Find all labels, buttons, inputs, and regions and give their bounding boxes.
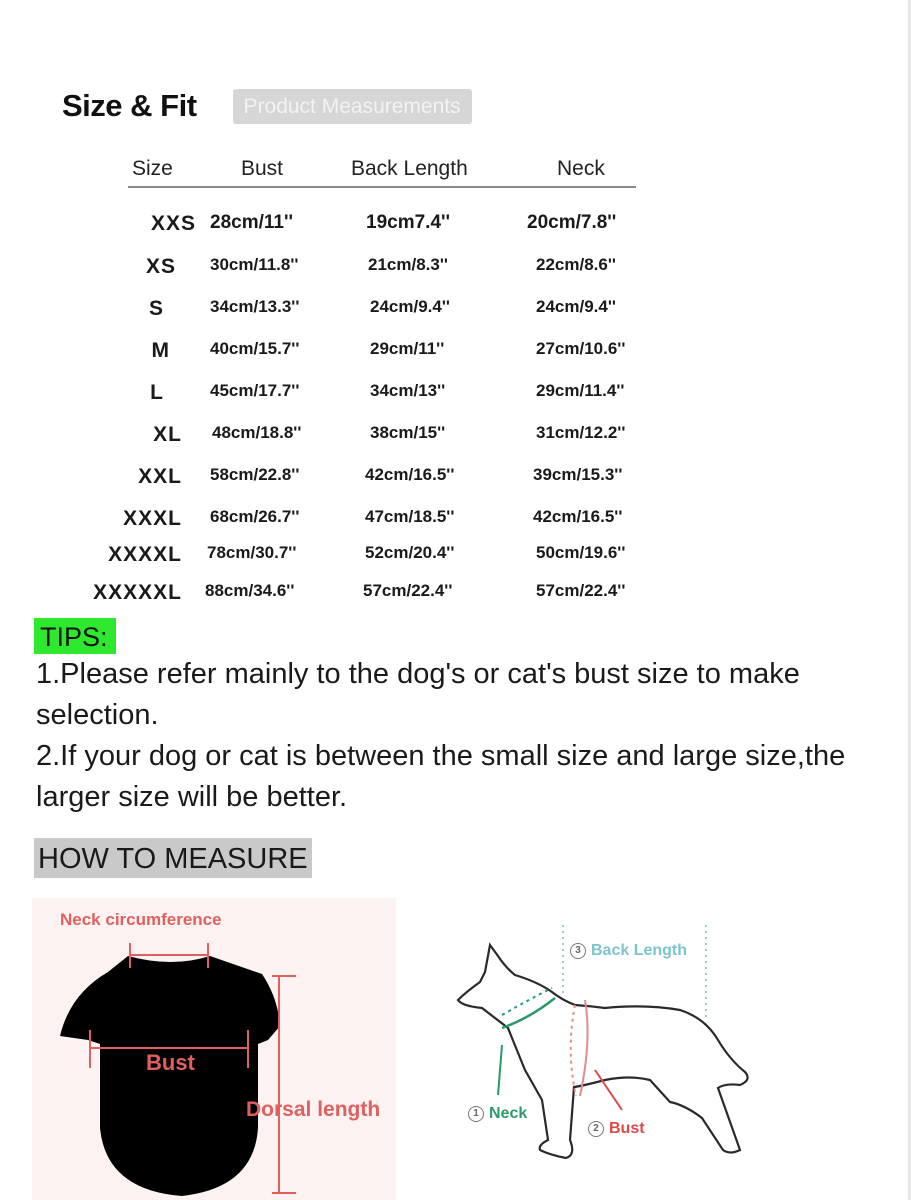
size-cell: XXXXL	[108, 543, 182, 566]
size-cell: XL	[153, 423, 182, 446]
neck-cell: 39cm/15.3''	[533, 465, 623, 484]
tip-2: 2.If your dog or cat is between the small size and large size,the larger size will be better.	[36, 740, 846, 813]
number-2-icon: 2	[588, 1121, 604, 1137]
shirt-icon	[32, 898, 396, 1200]
col-header-size: Size	[132, 157, 173, 180]
tips-text	[36, 654, 886, 818]
bust-cell: 68cm/26.7''	[210, 507, 300, 526]
neck-cell: 24cm/9.4''	[536, 297, 616, 316]
bust-cell: 88cm/34.6''	[205, 581, 295, 600]
how-to-measure-heading: HOW TO MEASURE	[34, 838, 312, 878]
back-length-cell: 19cm7.4''	[366, 212, 451, 233]
neck-text: Neck	[489, 1105, 528, 1122]
table-row	[0, 255, 700, 297]
size-cell: XXXL	[123, 507, 182, 530]
back-length-cell: 24cm/9.4''	[370, 297, 450, 316]
neck-cell: 31cm/12.2''	[536, 423, 626, 442]
dorsal-length-label: Dorsal length	[246, 1098, 381, 1121]
neck-cell: 20cm/7.8''	[527, 212, 617, 233]
bust-label: Bust	[146, 1050, 195, 1075]
neck-cell: 27cm/10.6''	[536, 339, 626, 358]
dog-measure-diagram	[440, 900, 740, 1200]
size-cell: XXXXXL	[93, 581, 182, 604]
table-row	[0, 297, 700, 339]
neck-circumference-label: Neck circumference	[60, 910, 222, 929]
neck-cell: 50cm/19.6''	[536, 543, 626, 562]
table-row	[0, 543, 700, 585]
size-fit-header	[62, 88, 472, 124]
size-cell: S	[148, 297, 164, 320]
bust-cell: 30cm/11.8''	[210, 255, 299, 274]
back-length-cell: 29cm/11''	[370, 339, 445, 358]
neck-cell: 29cm/11.4''	[536, 381, 625, 400]
neck-cell: 22cm/8.6''	[536, 255, 616, 274]
table-row	[0, 581, 700, 623]
bust-cell: 78cm/30.7''	[207, 543, 297, 562]
table-row	[0, 381, 700, 423]
col-header-back-length: Back Length	[351, 157, 468, 180]
size-cell: XS	[145, 255, 176, 278]
bust-cell: 28cm/11''	[210, 212, 293, 233]
size-cell: L	[150, 381, 164, 404]
bust-text: Bust	[609, 1120, 645, 1137]
tips-badge: TIPS:	[34, 618, 116, 654]
bust-cell: 58cm/22.8''	[210, 465, 300, 484]
back-length-cell: 47cm/18.5''	[365, 507, 455, 526]
size-cell: M	[151, 339, 170, 362]
tip-1: 1.Please refer mainly to the dog's or cat's bust size to make selection.	[36, 658, 800, 731]
back-length-label	[570, 942, 687, 960]
back-length-cell: 38cm/15''	[370, 423, 446, 442]
page-title: Size & Fit	[62, 88, 197, 123]
neck-cell: 57cm/22.4''	[536, 581, 626, 600]
back-length-cell: 42cm/16.5''	[365, 465, 455, 484]
back-length-cell: 52cm/20.4''	[365, 543, 455, 562]
table-row	[0, 423, 700, 465]
bust-cell: 45cm/17.7''	[210, 381, 300, 400]
size-cell: XXS	[150, 212, 196, 235]
product-measurements-badge: Product Measurements	[233, 89, 472, 124]
size-cell: XXL	[138, 465, 182, 488]
table-row	[0, 339, 700, 381]
table-row	[0, 212, 700, 254]
table-row	[0, 465, 700, 507]
bust-cell: 40cm/15.7''	[210, 339, 300, 358]
bust-dog-label	[588, 1120, 645, 1138]
neck-label	[468, 1105, 527, 1123]
header-divider	[128, 186, 636, 188]
number-3-icon: 3	[570, 943, 586, 959]
back-length-cell: 34cm/13''	[370, 381, 446, 400]
back-length-cell: 57cm/22.4''	[363, 581, 453, 600]
col-header-bust: Bust	[241, 157, 284, 180]
shirt-measure-diagram	[32, 898, 396, 1200]
bust-cell: 34cm/13.3''	[210, 297, 300, 316]
col-header-neck: Neck	[557, 157, 605, 180]
number-1-icon: 1	[468, 1106, 484, 1122]
neck-cell: 42cm/16.5''	[533, 507, 623, 526]
back-length-cell: 21cm/8.3''	[368, 255, 448, 274]
bust-cell: 48cm/18.8''	[212, 423, 302, 442]
back-length-text: Back Length	[591, 942, 688, 959]
